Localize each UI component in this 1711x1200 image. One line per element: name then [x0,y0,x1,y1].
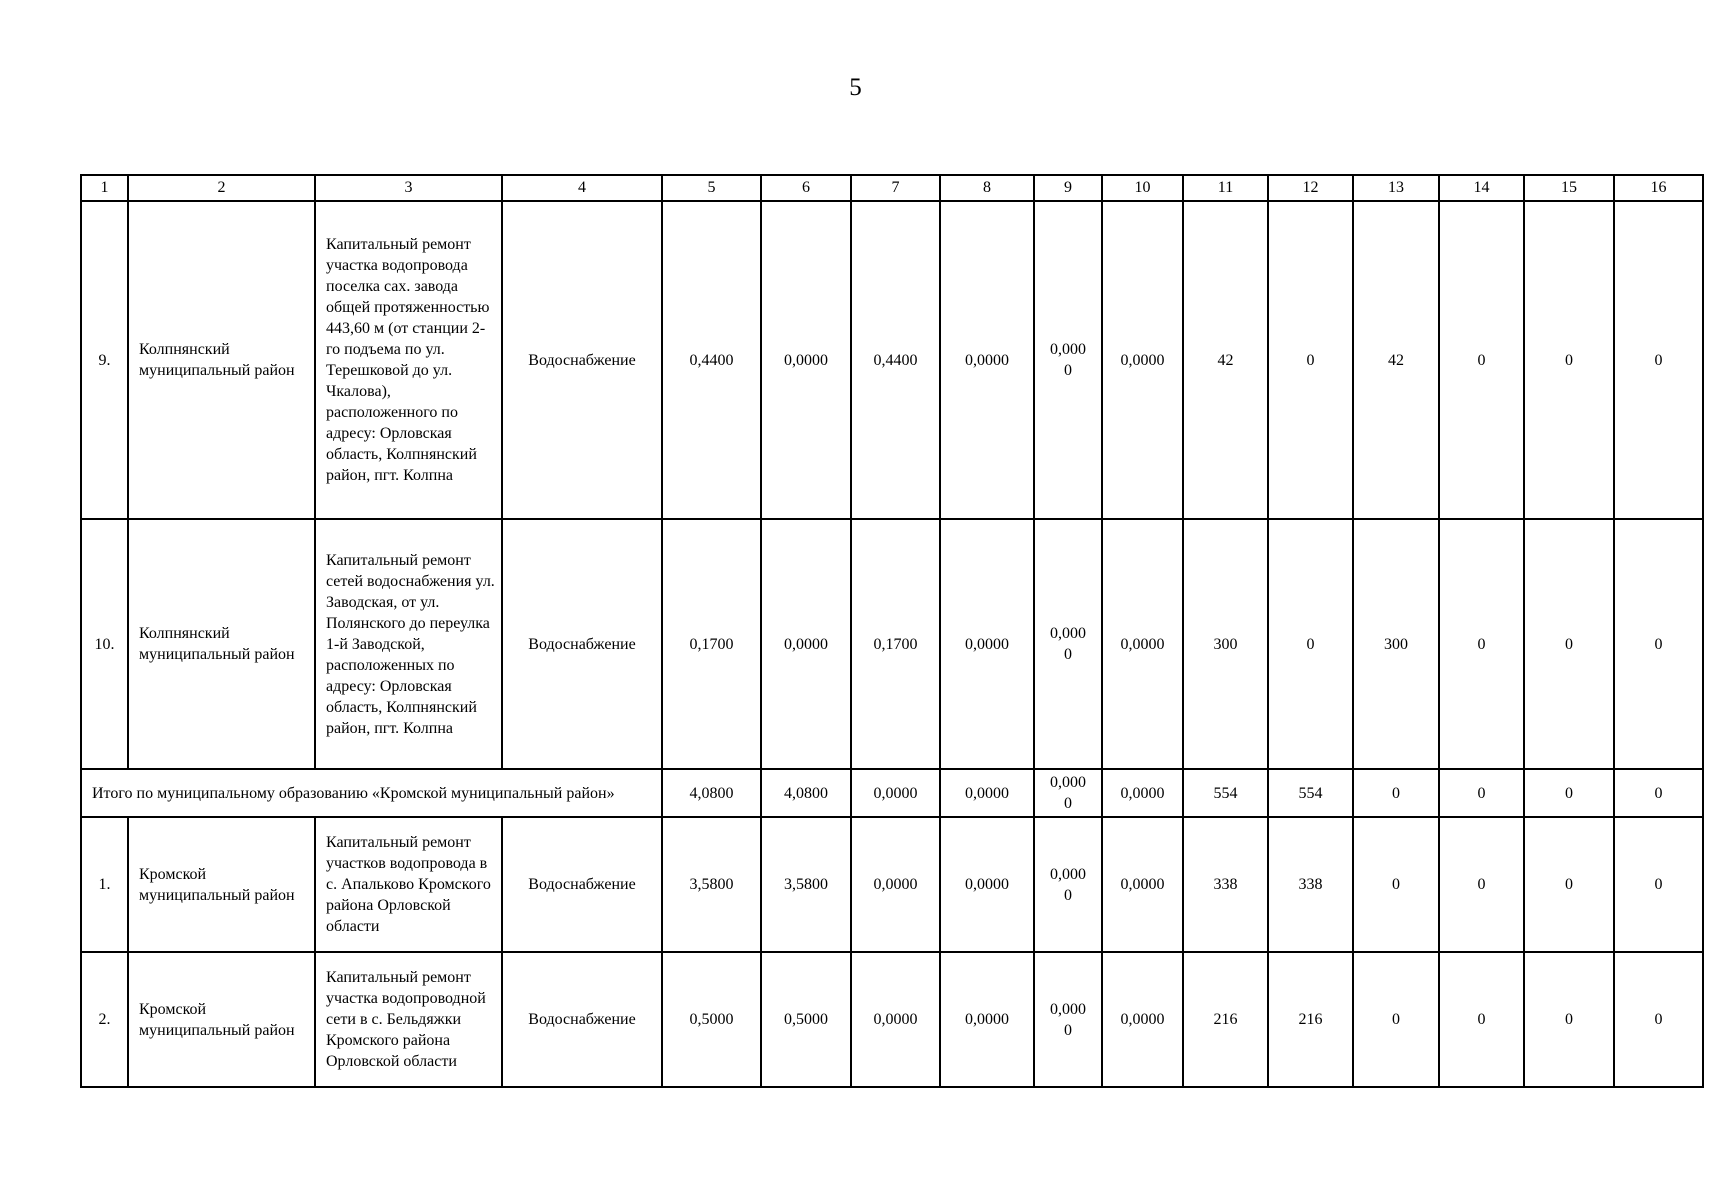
header-cell: 10 [1102,175,1183,201]
total-value: 0 [1524,769,1614,817]
project-description: Капитальный ремонт участка водопроводной сети в с. Бельдяжки Кромского района Орловской области [315,952,502,1087]
municipality-name: Кромской муниципальный район [128,817,315,952]
value-cell: 0,1700 [851,519,940,769]
row-number: 1. [81,817,128,952]
municipality-name: Кромской муниципальный район [128,952,315,1087]
value-cell: 0 [1439,817,1524,952]
header-cell: 3 [315,175,502,201]
header-cell: 16 [1614,175,1703,201]
table-row [81,817,1703,952]
header-cell: 13 [1353,175,1439,201]
header-cell: 1 [81,175,128,201]
value-cell: 0,0000 [851,817,940,952]
value-cell: 0,000 0 [1034,201,1102,519]
row-number: 9. [81,201,128,519]
project-type: Водоснабжение [502,952,662,1087]
value-cell: 0 [1614,817,1703,952]
value-cell: 3,5800 [662,817,761,952]
value-cell: 0,0000 [940,201,1034,519]
header-cell: 9 [1034,175,1102,201]
value-cell: 0,0000 [940,519,1034,769]
value-cell: 0,0000 [1102,519,1183,769]
project-description: Капитальный ремонт сетей водоснабжения ул. Заводская, от ул. Полянского до переулка 1-й Заводской, расположенных по адресу: Орловская область, Колпнянский район, пгт. Колпна [315,519,502,769]
value-cell: 0,0000 [940,817,1034,952]
value-cell: 0 [1353,952,1439,1087]
value-cell: 0,000 0 [1034,952,1102,1087]
project-type: Водоснабжение [502,201,662,519]
header-cell: 8 [940,175,1034,201]
project-description: Капитальный ремонт участков водопровода в с. Апальково Кромского района Орловской области [315,817,502,952]
value-cell: 0,0000 [940,952,1034,1087]
value-cell: 0,1700 [662,519,761,769]
value-cell: 0 [1268,201,1353,519]
total-label: Итого по муниципальному образованию «Кромской муниципальный район» [81,769,662,817]
value-cell: 0,4400 [662,201,761,519]
header-cell: 4 [502,175,662,201]
project-type: Водоснабжение [502,817,662,952]
value-cell: 0,000 0 [1034,817,1102,952]
data-table [80,174,1704,1088]
total-value: 554 [1268,769,1353,817]
total-value: 0 [1439,769,1524,817]
total-value: 4,0800 [761,769,851,817]
value-cell: 0,0000 [761,201,851,519]
value-cell: 216 [1268,952,1353,1087]
value-cell: 338 [1268,817,1353,952]
table-row [81,519,1703,769]
total-value: 0,000 0 [1034,769,1102,817]
header-cell: 6 [761,175,851,201]
header-cell: 5 [662,175,761,201]
value-cell: 300 [1353,519,1439,769]
header-cell: 14 [1439,175,1524,201]
table-row [81,952,1703,1087]
value-cell: 216 [1183,952,1268,1087]
value-cell: 0,0000 [761,519,851,769]
municipality-name: Колпнянский муниципальный район [128,201,315,519]
row-number: 2. [81,952,128,1087]
value-cell: 0,0000 [1102,201,1183,519]
value-cell: 0,000 0 [1034,519,1102,769]
municipality-name: Колпнянский муниципальный район [128,519,315,769]
header-cell: 2 [128,175,315,201]
value-cell: 0 [1524,519,1614,769]
value-cell: 0,5000 [761,952,851,1087]
header-cell: 7 [851,175,940,201]
value-cell: 300 [1183,519,1268,769]
value-cell: 0 [1439,519,1524,769]
value-cell: 338 [1183,817,1268,952]
total-value: 0,0000 [1102,769,1183,817]
value-cell: 3,5800 [761,817,851,952]
value-cell: 0,0000 [1102,817,1183,952]
value-cell: 0 [1524,201,1614,519]
value-cell: 0 [1439,201,1524,519]
project-type: Водоснабжение [502,519,662,769]
header-cell: 11 [1183,175,1268,201]
total-value: 0,0000 [940,769,1034,817]
total-value: 4,0800 [662,769,761,817]
value-cell: 0,4400 [851,201,940,519]
value-cell: 0 [1614,952,1703,1087]
value-cell: 0,0000 [851,952,940,1087]
value-cell: 0,5000 [662,952,761,1087]
table-row [81,201,1703,519]
header-cell: 12 [1268,175,1353,201]
total-value: 0,0000 [851,769,940,817]
page-number: 5 [849,74,862,101]
header-cell: 15 [1524,175,1614,201]
total-value: 554 [1183,769,1268,817]
total-value: 0 [1614,769,1703,817]
value-cell: 0 [1614,519,1703,769]
value-cell: 0 [1524,952,1614,1087]
value-cell: 0 [1614,201,1703,519]
value-cell: 0 [1268,519,1353,769]
project-description: Капитальный ремонт участка водопровода поселка сах. завода общей протяженностью 443,60 м (от станции 2-го подъема по ул. Терешковой до ул. Чкалова), расположенного по адресу: Орловская область, Колпнянский район, пгт. Колпна [315,201,502,519]
value-cell: 0,0000 [1102,952,1183,1087]
total-value: 0 [1353,769,1439,817]
value-cell: 42 [1183,201,1268,519]
row-number: 10. [81,519,128,769]
total-row [81,769,1703,817]
value-cell: 0 [1439,952,1524,1087]
value-cell: 0 [1353,817,1439,952]
header-row [81,175,1703,201]
value-cell: 42 [1353,201,1439,519]
value-cell: 0 [1524,817,1614,952]
